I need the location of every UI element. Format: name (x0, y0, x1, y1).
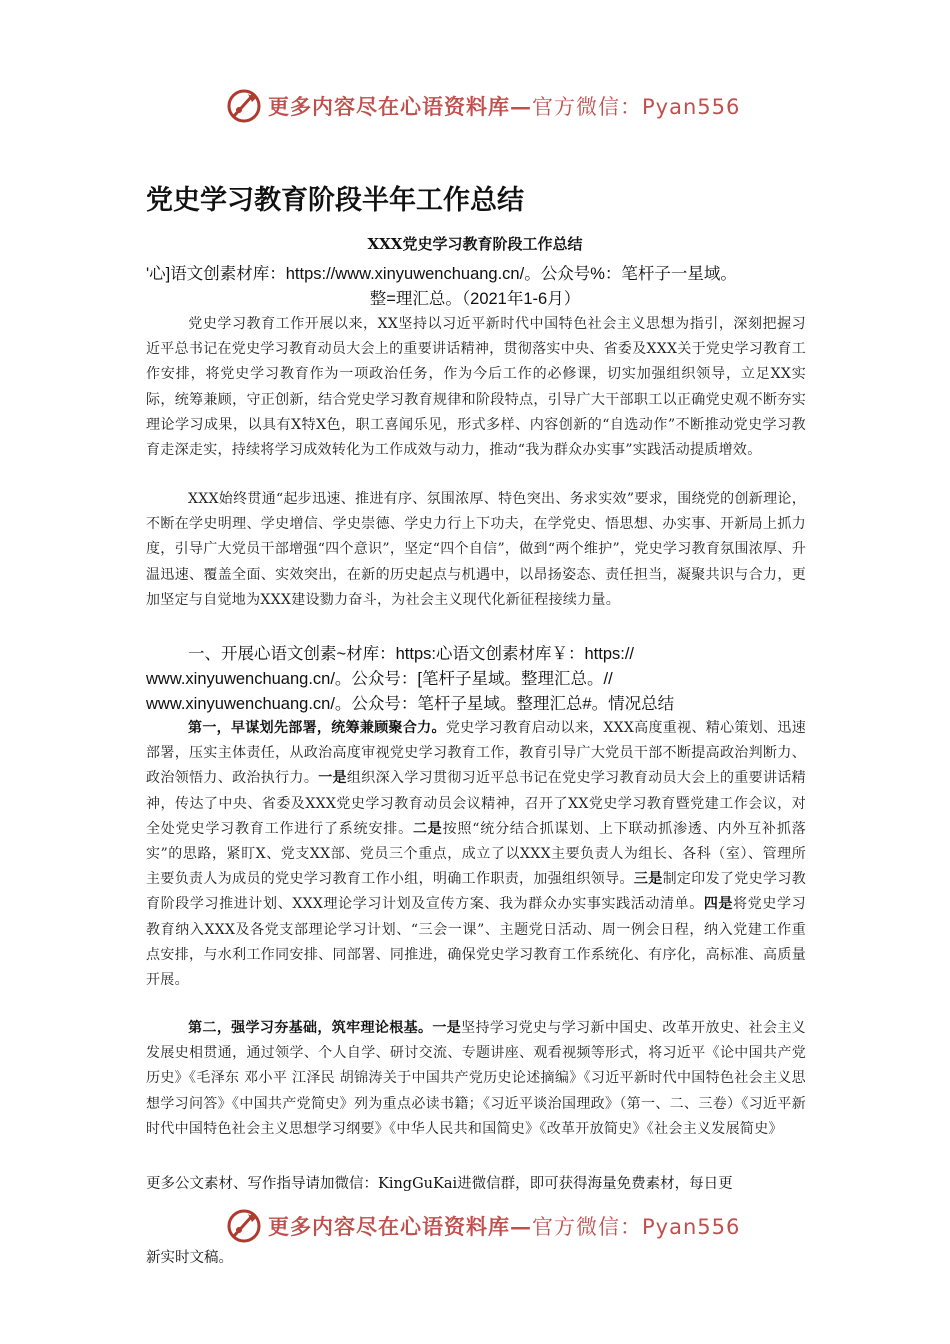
section-heading-line-3: www.xinyuwenchuang.cn/。公众号：笔杆子星域。整理汇总#。情况总结 (146, 695, 675, 713)
footer-note-line-1: 更多公文素材、写作指导请加微信：KingGuKai进微信群，即可获得海量免费素材，每日更 (146, 1176, 733, 1192)
watermark-text: 更多内容尽在心语资料库—官方微信：Pyan556 (268, 94, 741, 119)
brand-logo-icon (226, 1208, 262, 1244)
footer-note-line-2: 新实时文稿。 (146, 1250, 233, 1266)
watermark-banner-bottom (226, 1206, 746, 1246)
brand-logo-icon (226, 88, 262, 124)
document-title: 党史学习教育阶段半年工作总结 (146, 185, 524, 216)
paragraph-overview: XXX始终贯通“起步迅速、推进有序、氛围浓厚、特色突出、务求实效”要求，围绕党的创新理论，不断在学史明理、学史增信、学史崇德、学史力行上下功夫，在学党史、悟思想、办实事、开新局上抓力度，引导广大党员干部增强“四个意识”，坚定“四个自信”，做到“两个维护”，党史学习教育氛围浓厚、升温迅速、覆盖全面、实效突出，在新的历史起点与机遇中，以昂扬姿态、责任担当，凝聚共识与合力，更加坚定与自觉地为XXX建设勠力奋斗，为社会主义现代化新征程接续力量。 (146, 491, 806, 608)
section-heading-line-1: 一、开展心语文创素~材库：https:心语文创素材库￥：https:// (188, 645, 635, 663)
source-line-1: '心]语文创素材库：https://www.xinyuwenchuang.cn/。公众号%：笔杆子一星域。 (146, 265, 737, 283)
paragraph-first-point: 第一，早谋划先部署，统筹兼顾聚合力。党史学习教育启动以来，XXX高度重视、精心策划、迅速部署，压实主体责任，从政治高度审视党史学习教育工作，教育引导广大党员干部不断提高政治判断力、政治领悟力、政治执行力。一是组织深入学习贯彻习近平总书记在党史学习教育动员大会上的重要讲话精神，传达了中央、省委及XXX党史学习教育动员会议精神，召开了XX党史学习教育暨党建工作会议，对全处党史学习教育工作进行了系统安排。二是按照“统分结合抓谋划、上下联动抓渗透、内外互补抓落实”的思路，紧盯X、党支XX部、党员三个重点，成立了以XXX主要负责人为组长、各科（室）、管理所主要负责人为成员的党史学习教育工作小组，明确工作职责，加强组织领导。三是制定印发了党史学习教育阶段学习推进计划、XXX理论学习计划及宣传方案、我为群众办实事实践活动清单。四是将党史学习教育纳入XXX及各党支部理论学习计划、“三会一课”、主题党日活动、周一例会日程，纳入党建工作重点安排，与水利工作同安排、同部署、同推进，确保党史学习教育工作系统化、有序化，高标准、高质量开展。 (146, 720, 807, 989)
section-heading-line-2: www.xinyuwenchuang.cn/。公众号：[笔杆子星域。整理汇总。// (146, 670, 613, 688)
source-line-2: 整=理汇总。（2021年1-6月） (369, 290, 581, 308)
document-subtitle: XXX党史学习教育阶段工作总结 (367, 235, 583, 253)
paragraph-intro: 党史学习教育工作开展以来，XX坚持以习近平新时代中国特色社会主义思想为指引，深刻把握习近平总书记在党史学习教育动员大会上的重要讲话精神，贯彻落实中央、省委及XXX关于党史学习教育工作安排，将党史学习教育作为一项政治任务，作为今后工作的必修课，切实加强组织领导，立足XX实际，统筹兼顾，守正创新，结合党史学习教育规律和阶段特点，引导广大干部职工以正确党史观不断夯实理论学习成果，以具有X特X色，职工喜闻乐见，形式多样、内容创新的“自选动作”不断推动党史学习教育走深走实，持续将学习成效转化为工作成效与动力，推动“我为群众办实事”实践活动提质增效。 (146, 316, 806, 459)
watermark-text: 更多内容尽在心语资料库—官方微信：Pyan556 (268, 1214, 741, 1239)
paragraph-second-point: 第二，强学习夯基础，筑牢理论根基。一是坚持学习党史与学习新中国史、改革开放史、社会主义发展史相贯通，通过领学、个人自学、研讨交流、专题讲座、观看视频等形式，将习近平《论中国共产党历史》《毛泽东 邓小平 江泽民 胡锦涛关于中国共产党历史论述摘编》《习近平新时代中国特色社会主义思想学习问答》《中国共产党简史》列为重点必读书籍；《习近平谈治国理政》（第一、二、三卷）《习近平新时代中国特色社会主义思想学习纲要》《中华人民共和国简史》《改革开放简史》《社会主义发展简史》 (146, 1020, 806, 1137)
watermark-banner-top (226, 86, 746, 126)
